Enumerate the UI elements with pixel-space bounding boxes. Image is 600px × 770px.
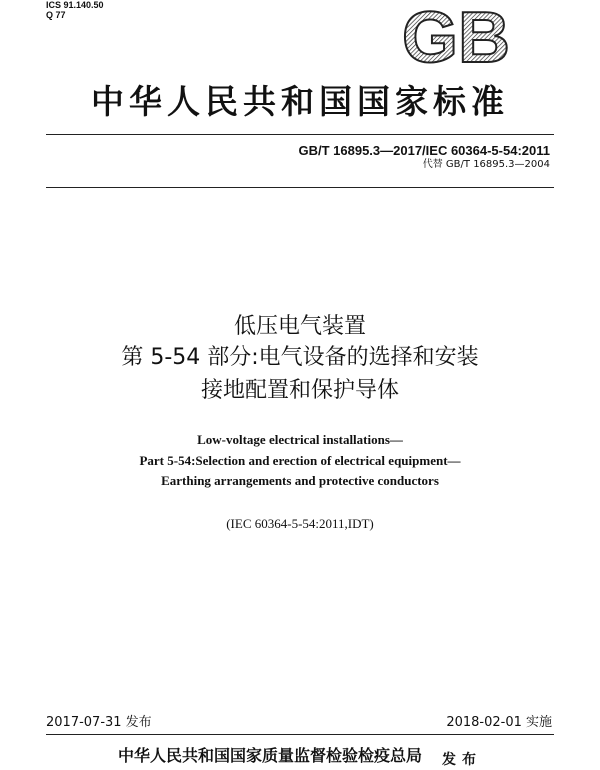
issued-label: 发布 [442,752,482,768]
title-en-line-1: Low-voltage electrical installations— [197,432,403,447]
ics-code: ICS 91.140.50 [46,0,104,10]
replaces-note: 代替 GB/T 16895.3—2004 [422,159,550,170]
title-cn-line-2: 第 5-54 部分:电气设备的选择和安装 [121,345,479,370]
title-en-line-2: Part 5-54:Selection and erection of electrical equipment— [139,453,461,468]
divider [46,734,554,735]
gb-logo [392,4,520,68]
implement-date: 2018-02-01 实施 [446,715,552,730]
national-standard-title: 中华人民共和国国家标准 [91,82,509,121]
issuer-name: 中华人民共和国国家质量监督检验检疫总局 [118,746,423,765]
publish-date: 2017-07-31 发布 [46,715,152,730]
title-en-line-3: Earthing arrangements and protective conductors [161,473,439,488]
divider [46,187,554,188]
title-cn-line-3: 接地配置和保护导体 [200,378,399,403]
classification-code: Q 77 [46,10,66,20]
divider [46,134,554,135]
title-cn-line-1: 低压电气装置 [233,314,366,339]
adoption-note: (IEC 60364-5-54:2011,IDT) [226,516,374,531]
gb-logo-text: GB [402,4,510,68]
standard-number: GB/T 16895.3—2017/IEC 60364-5-54:2011 [298,143,550,158]
